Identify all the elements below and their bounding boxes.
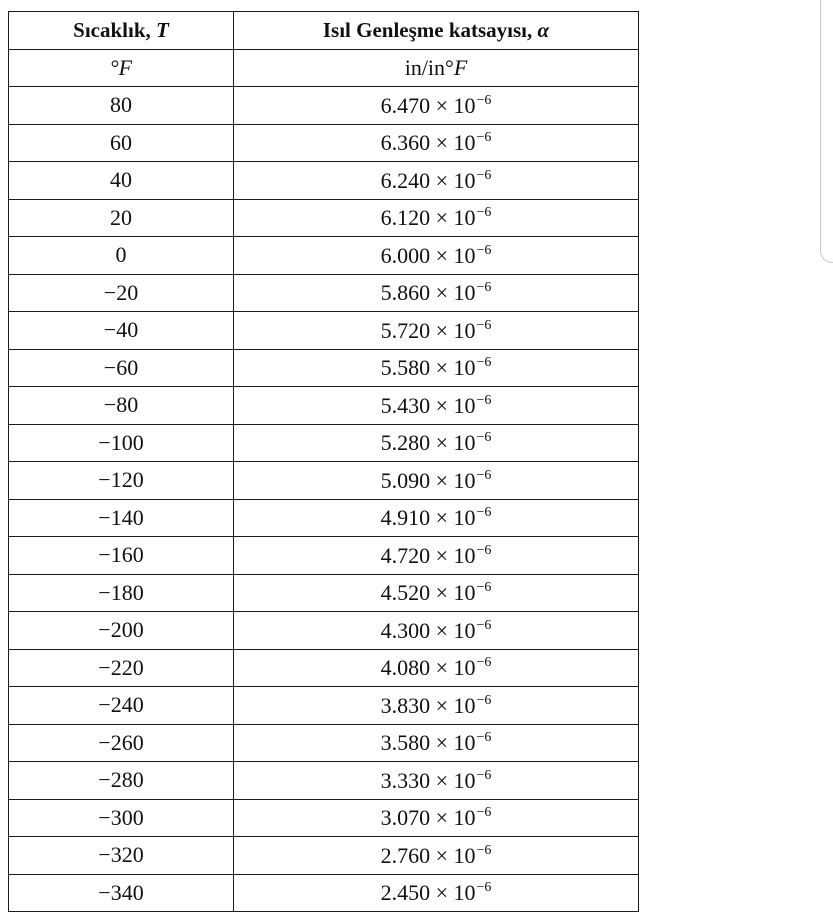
coefficient-mantissa: 3.830 <box>380 692 431 718</box>
coefficient-multiplier: × 10 <box>435 355 476 381</box>
coefficient-multiplier: × 10 <box>435 692 476 718</box>
coefficient-multiplier: × 10 <box>435 167 476 193</box>
coefficient-cell <box>234 799 639 837</box>
coefficient-multiplier: × 10 <box>435 317 476 343</box>
coefficient-cell <box>234 537 639 575</box>
table-row <box>9 574 639 612</box>
coefficient-cell <box>234 837 639 875</box>
temperature-cell: −160 <box>9 537 234 575</box>
thermal-expansion-table-container <box>8 11 638 912</box>
coefficient-cell <box>234 874 639 912</box>
coefficient-multiplier: × 10 <box>435 542 476 568</box>
coefficient-cell <box>234 387 639 425</box>
temperature-cell: −140 <box>9 499 234 537</box>
coefficient-exponent: −6 <box>476 842 492 858</box>
coefficient-exponent: −6 <box>476 280 492 296</box>
coefficient-exponent: −6 <box>476 392 492 408</box>
temperature-cell: 20 <box>9 199 234 237</box>
table-row <box>9 124 639 162</box>
coefficient-cell <box>234 462 639 500</box>
coefficient-cell <box>234 724 639 762</box>
temperature-cell: −320 <box>9 837 234 875</box>
coefficient-exponent: −6 <box>476 167 492 183</box>
temperature-cell: 80 <box>9 87 234 125</box>
temperature-cell: −120 <box>9 462 234 500</box>
coefficient-cell <box>234 349 639 387</box>
coefficient-cell <box>234 499 639 537</box>
coefficient-mantissa: 6.360 <box>380 130 431 156</box>
coefficient-mantissa: 5.580 <box>380 355 431 381</box>
coefficient-multiplier: × 10 <box>435 205 476 231</box>
coefficient-cell <box>234 574 639 612</box>
table-row <box>9 349 639 387</box>
coefficient-cell <box>234 424 639 462</box>
coefficient-cell <box>234 762 639 800</box>
temperature-cell: −40 <box>9 312 234 350</box>
column-header-temperature-text: Sıcaklık, <box>73 17 157 42</box>
coefficient-exponent: −6 <box>476 542 492 558</box>
table-row <box>9 724 639 762</box>
coefficient-multiplier: × 10 <box>435 842 476 868</box>
table-row <box>9 312 639 350</box>
coefficient-mantissa: 5.860 <box>380 280 431 306</box>
coefficient-mantissa: 3.070 <box>380 805 431 831</box>
coefficient-mantissa: 5.720 <box>380 317 431 343</box>
coefficient-mantissa: 3.330 <box>380 767 431 793</box>
temperature-unit: °F <box>9 49 234 87</box>
coefficient-mantissa: 2.450 <box>380 880 431 906</box>
temperature-cell: 0 <box>9 237 234 275</box>
coefficient-cell <box>234 612 639 650</box>
coefficient-exponent: −6 <box>476 205 492 221</box>
table-row <box>9 199 639 237</box>
coefficient-multiplier: × 10 <box>435 280 476 306</box>
coefficient-mantissa: 5.280 <box>380 430 431 456</box>
table-row <box>9 837 639 875</box>
coefficient-exponent: −6 <box>476 467 492 483</box>
coefficient-exponent: −6 <box>476 355 492 371</box>
table-row <box>9 874 639 912</box>
coefficient-unit <box>234 49 639 87</box>
coefficient-multiplier: × 10 <box>435 767 476 793</box>
table-row <box>9 424 639 462</box>
coefficient-exponent: −6 <box>476 692 492 708</box>
temperature-cell: −260 <box>9 724 234 762</box>
temperature-cell: −280 <box>9 762 234 800</box>
table-header-row <box>9 12 639 50</box>
temperature-cell: −220 <box>9 649 234 687</box>
coefficient-exponent: −6 <box>476 880 492 896</box>
temperature-cell: 60 <box>9 124 234 162</box>
coefficient-mantissa: 4.910 <box>380 505 431 531</box>
table-row <box>9 612 639 650</box>
temperature-cell: −80 <box>9 387 234 425</box>
coefficient-mantissa: 6.240 <box>380 167 431 193</box>
temperature-cell: 40 <box>9 162 234 200</box>
coefficient-mantissa: 4.520 <box>380 580 431 606</box>
table-row <box>9 274 639 312</box>
coefficient-multiplier: × 10 <box>435 505 476 531</box>
coefficient-multiplier: × 10 <box>435 430 476 456</box>
coefficient-mantissa: 4.080 <box>380 655 431 681</box>
coefficient-cell <box>234 649 639 687</box>
units-row <box>9 49 639 87</box>
coefficient-exponent: −6 <box>476 655 492 671</box>
coefficient-multiplier: × 10 <box>435 467 476 493</box>
table-row <box>9 762 639 800</box>
coefficient-cell <box>234 687 639 725</box>
coefficient-multiplier: × 10 <box>435 730 476 756</box>
temperature-symbol: T <box>156 17 169 42</box>
temperature-cell: −240 <box>9 687 234 725</box>
column-header-expansion-text: Isıl Genleşme katsayısı, <box>322 17 538 42</box>
coefficient-exponent: −6 <box>476 617 492 633</box>
table-body <box>9 87 639 912</box>
coefficient-mantissa: 6.000 <box>380 242 431 268</box>
coefficient-mantissa: 6.470 <box>380 92 431 118</box>
coefficient-multiplier: × 10 <box>435 130 476 156</box>
temperature-cell: −100 <box>9 424 234 462</box>
coefficient-multiplier: × 10 <box>435 880 476 906</box>
coefficient-unit-prefix: in/in° <box>404 54 454 80</box>
coefficient-unit-symbol: F <box>453 54 468 80</box>
coefficient-multiplier: × 10 <box>435 92 476 118</box>
coefficient-exponent: −6 <box>476 505 492 521</box>
coefficient-multiplier: × 10 <box>435 655 476 681</box>
coefficient-cell <box>234 87 639 125</box>
coefficient-multiplier: × 10 <box>435 580 476 606</box>
coefficient-cell <box>234 199 639 237</box>
coefficient-exponent: −6 <box>476 130 492 146</box>
table-row <box>9 649 639 687</box>
table-row <box>9 162 639 200</box>
coefficient-mantissa: 5.430 <box>380 392 431 418</box>
coefficient-exponent: −6 <box>476 430 492 446</box>
coefficient-exponent: −6 <box>476 242 492 258</box>
coefficient-exponent: −6 <box>476 805 492 821</box>
coefficient-cell <box>234 124 639 162</box>
table-row <box>9 387 639 425</box>
coefficient-cell <box>234 274 639 312</box>
column-header-expansion-coefficient <box>234 12 639 50</box>
coefficient-exponent: −6 <box>476 767 492 783</box>
table-row <box>9 537 639 575</box>
coefficient-mantissa: 2.760 <box>380 842 431 868</box>
coefficient-multiplier: × 10 <box>435 617 476 643</box>
column-header-temperature <box>9 12 234 50</box>
temperature-cell: −300 <box>9 799 234 837</box>
coefficient-cell <box>234 312 639 350</box>
coefficient-exponent: −6 <box>476 92 492 108</box>
coefficient-cell <box>234 162 639 200</box>
coefficient-mantissa: 4.300 <box>380 617 431 643</box>
alpha-symbol: α <box>537 17 550 42</box>
side-panel-edge <box>820 0 833 263</box>
table-row <box>9 499 639 537</box>
coefficient-mantissa: 3.580 <box>380 730 431 756</box>
coefficient-cell <box>234 237 639 275</box>
coefficient-multiplier: × 10 <box>435 392 476 418</box>
temperature-cell: −20 <box>9 274 234 312</box>
temperature-cell: −180 <box>9 574 234 612</box>
temperature-cell: −200 <box>9 612 234 650</box>
coefficient-mantissa: 4.720 <box>380 542 431 568</box>
temperature-cell: −340 <box>9 874 234 912</box>
table-row <box>9 687 639 725</box>
coefficient-multiplier: × 10 <box>435 805 476 831</box>
coefficient-exponent: −6 <box>476 580 492 596</box>
coefficient-multiplier: × 10 <box>435 242 476 268</box>
table-row <box>9 237 639 275</box>
temperature-cell: −60 <box>9 349 234 387</box>
coefficient-mantissa: 6.120 <box>380 205 431 231</box>
coefficient-exponent: −6 <box>476 317 492 333</box>
thermal-expansion-table <box>8 11 639 912</box>
coefficient-mantissa: 5.090 <box>380 467 431 493</box>
coefficient-exponent: −6 <box>476 730 492 746</box>
table-row <box>9 462 639 500</box>
table-row <box>9 799 639 837</box>
table-row <box>9 87 639 125</box>
